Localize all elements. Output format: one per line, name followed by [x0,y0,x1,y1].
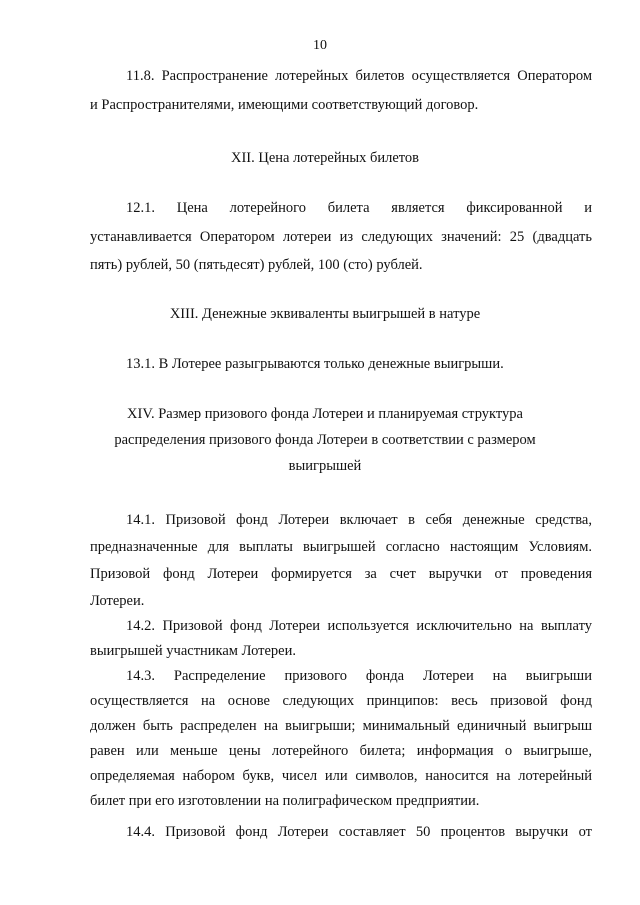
paragraph-line: определяемая набором букв, чисел или символов, наносится на лотерейный [90,768,592,784]
paragraph-line: Лотереи. [90,593,145,609]
paragraph-line: и Распространителями, имеющими соответствующий договор. [90,97,479,113]
heading-line: XIV. Размер призового фонда Лотереи и планируемая структура [127,406,523,422]
heading-line: выигрышей [288,458,362,474]
paragraph-line: 14.1. Призовой фонд Лотереи включает в себя денежные средства, [126,512,592,528]
paragraph-line: равен или меньше цены лотерейного билета; информация о выигрыше, [90,743,592,759]
heading-line: распределения призового фонда Лотереи в соответствии с размером [114,432,536,448]
paragraph-line: выигрышей участникам Лотереи. [90,643,296,659]
paragraph-line: билет при его изготовлении на полиграфическом предприятии. [90,793,480,809]
paragraph-line: устанавливается Оператором лотереи из следующих значений: 25 (двадцать [90,229,592,245]
heading-line: XIII. Денежные эквиваленты выигрышей в натуре [169,306,481,322]
paragraph-line: 14.2. Призовой фонд Лотереи используется исключительно на выплату [126,618,592,634]
paragraph-line: Призовой фонд Лотереи формируется за счет выручки от проведения [90,566,592,582]
paragraph-line: 12.1. Цена лотерейного билета является фиксированной и [126,200,592,216]
paragraph-line: 13.1. В Лотерее разыгрываются только денежные выигрыши. [126,356,504,372]
paragraph-line: пять) рублей, 50 (пятьдесят) рублей, 100 (сто) рублей. [90,257,423,273]
paragraph-line: 14.4. Призовой фонд Лотереи составляет 50 процентов выручки от [126,824,592,840]
page-number: 10 [313,38,327,53]
paragraph-line: осуществляется на основе следующих принципов: весь призовой фонд [90,693,592,709]
paragraph-line: предназначенные для выплаты выигрышей согласно настоящим Условиям. [90,539,592,555]
heading-line: XII. Цена лотерейных билетов [230,150,420,166]
paragraph-line: 14.3. Распределение призового фонда Лотереи на выигрыши [126,668,592,684]
paragraph-line: 11.8. Распространение лотерейных билетов осуществляется Оператором [126,68,592,84]
paragraph-line: должен быть распределен на выигрыши; минимальный единичный выигрыш [90,718,592,734]
